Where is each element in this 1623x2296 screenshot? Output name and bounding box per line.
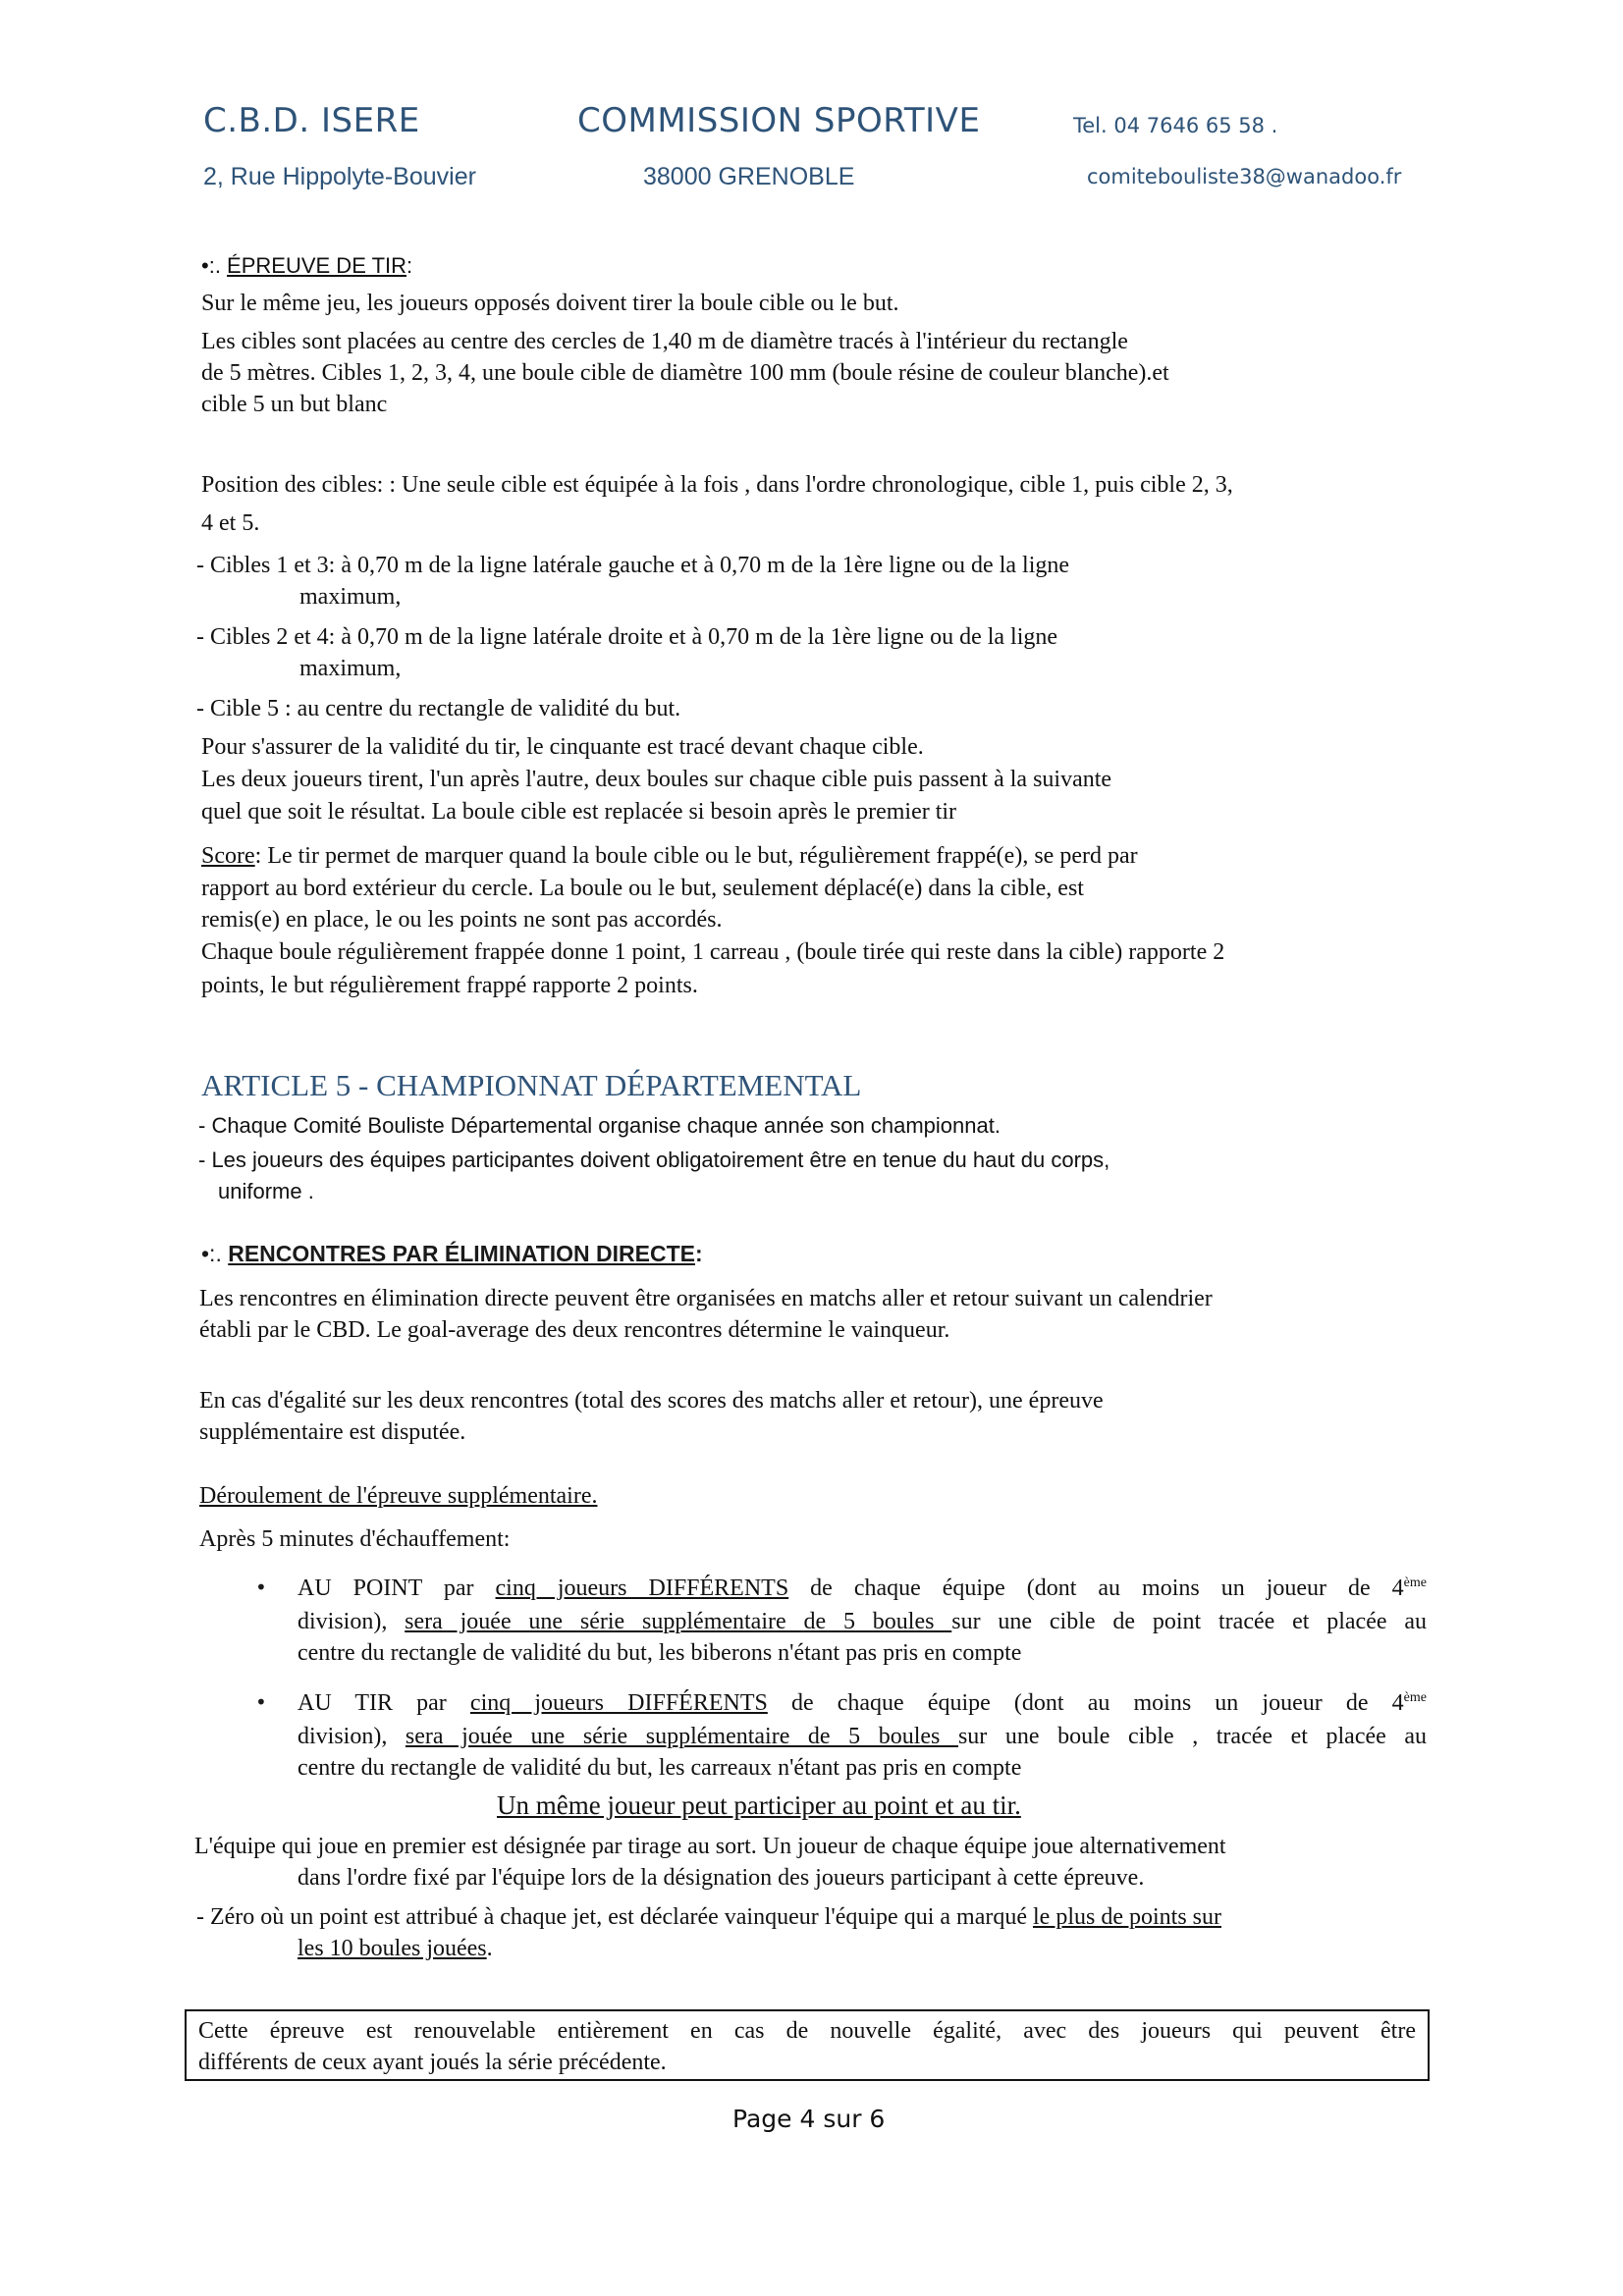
phone-number: Tel. 04 7646 65 58 .: [1073, 114, 1278, 137]
commission-title: COMMISSION SPORTIVE: [577, 101, 981, 140]
boxed-note: [185, 2009, 1430, 2081]
superscript: ème: [1403, 1575, 1427, 1590]
subheading: Déroulement de l'épreuve supplémentaire.: [199, 1483, 598, 1509]
bullet-line: [298, 1573, 1427, 1604]
text: de chaque équipe (dont au moins un joueur de 4: [767, 1690, 1404, 1716]
paragraph: Sur le même jeu, les joueurs opposés doivent tirer la boule cible ou le but.: [201, 291, 899, 316]
title-suffix: :: [695, 1241, 703, 1266]
bullet-icon: •: [255, 1690, 267, 1714]
section-heading: [201, 1241, 703, 1267]
text: .: [486, 1936, 493, 1961]
bullet-icon: •:.: [201, 1241, 229, 1266]
paragraph-line: 4 et 5.: [201, 510, 260, 536]
paragraph-line: Les deux joueurs tirent, l'un après l'autre, deux boules sur chaque cible puis passent à la suivante: [201, 767, 1112, 792]
text: sur une cible de point tracée et placée au: [951, 1609, 1427, 1634]
superscript: ème: [1403, 1690, 1427, 1705]
paragraph-line: Après 5 minutes d'échauffement:: [199, 1526, 511, 1552]
text: - Zéro où un point est attribué à chaque jet, est déclarée vainqueur l'équipe qui a marqué: [196, 1904, 1033, 1930]
text: de chaque équipe (dont au moins un joueur de 4: [788, 1575, 1404, 1601]
paragraph-line: Les rencontres en élimination directe peuvent être organisées en matchs aller et retour suivant un calendrier: [199, 1286, 1213, 1311]
article-heading: ARTICLE 5 - CHAMPIONNAT DÉPARTEMENTAL: [201, 1068, 862, 1102]
title-suffix: :: [406, 253, 413, 278]
paragraph-line: quel que soit le résultat. La boule cible est replacée si besoin après le premier tir: [201, 799, 957, 825]
paragraph-line: En cas d'égalité sur les deux rencontres (total des scores des matchs aller et retour), une épreuve: [199, 1388, 1104, 1414]
bullet-line: [298, 1721, 1427, 1752]
list-item-cont: uniforme .: [218, 1179, 314, 1203]
paragraph-line: [298, 1933, 493, 1964]
paragraph-line: points, le but régulièrement frappé rapporte 2 points.: [201, 973, 698, 998]
box-line: différents de ceux ayant joués la série précédente.: [198, 2050, 667, 2075]
list-item: - Les joueurs des équipes participantes doivent obligatoirement être en tenue du haut du corps,: [198, 1148, 1110, 1172]
paragraph-line: dans l'ordre fixé par l'équipe lors de la désignation des joueurs participant à cette épreuve.: [298, 1865, 1145, 1891]
paragraph-line: [196, 1901, 1221, 1933]
underlined-text: sera jouée une série supplémentaire de 5 boules: [405, 1724, 958, 1749]
list-item: - Cible 5 : au centre du rectangle de validité du but.: [196, 696, 681, 721]
page-number: Page 4 sur 6: [732, 2105, 886, 2133]
section-title: RENCONTRES PAR ÉLIMINATION DIRECTE: [228, 1241, 696, 1266]
list-item-cont: maximum,: [299, 584, 402, 610]
paragraph-line: cible 5 un but blanc: [201, 392, 388, 417]
paragraph-line: Chaque boule régulièrement frappée donne 1 point, 1 carreau , (boule tirée qui reste dans la cible) rapporte 2: [201, 939, 1225, 965]
paragraph-line: Pour s'assurer de la validité du tir, le cinquante est tracé devant chaque cible.: [201, 734, 924, 760]
bullet-line: [298, 1606, 1427, 1637]
mode-label: AU POINT par: [298, 1575, 496, 1601]
list-item: - Cibles 2 et 4: à 0,70 m de la ligne latérale droite et à 0,70 m de la 1ère ligne ou de la ligne: [196, 624, 1058, 650]
paragraph-line: établi par le CBD. Le goal-average des deux rencontres détermine le vainqueur.: [199, 1317, 950, 1343]
paragraph-line: Les cibles sont placées au centre des cercles de 1,40 m de diamètre tracés à l'intérieur du rectangle: [201, 329, 1128, 354]
list-item: - Chaque Comité Bouliste Départemental organise chaque année son championnat.: [198, 1113, 1001, 1138]
box-text: Cette épreuve est renouvelable entièrement en cas de nouvelle égalité, avec des joueurs qui peuvent être: [198, 2018, 1416, 2044]
section-heading: [201, 250, 412, 282]
underlined-text: sera jouée une série supplémentaire de 5 boules: [405, 1609, 952, 1634]
bullet-line: centre du rectangle de validité du but, les biberons n'étant pas pris en compte: [298, 1640, 1022, 1666]
bullet-line: centre du rectangle de validité du but, les carreaux n'étant pas pris en compte: [298, 1755, 1022, 1781]
score-text: : Le tir permet de marquer quand la boule cible ou le but, régulièrement frappé(e), se perd par: [254, 843, 1138, 869]
bullet-line: [298, 1687, 1427, 1719]
bullet-icon: •:.: [201, 253, 228, 278]
paragraph-line: de 5 mètres. Cibles 1, 2, 3, 4, une boule cible de diamètre 100 mm (boule résine de couleur blanche).et: [201, 360, 1169, 386]
paragraph-line: L'équipe qui joue en premier est désignée par tirage au sort. Un joueur de chaque équipe joue alternativement: [194, 1834, 1226, 1859]
city: 38000 GRENOBLE: [643, 163, 855, 190]
underlined-text: cinq joueurs DIFFÉRENTS: [495, 1575, 789, 1601]
underlined-text: cinq joueurs DIFFÉRENTS: [469, 1690, 768, 1716]
list-item-cont: maximum,: [299, 656, 402, 681]
text: sur une boule cible , tracée et placée au: [957, 1724, 1427, 1749]
text: division),: [298, 1609, 406, 1634]
score-label: Score: [201, 843, 255, 869]
underlined-text: le plus de points sur: [1033, 1904, 1221, 1930]
mode-label: AU TIR par: [298, 1690, 470, 1716]
section-title: ÉPREUVE DE TIR: [227, 253, 407, 278]
paragraph-line: supplémentaire est disputée.: [199, 1419, 466, 1445]
score-paragraph-line: [201, 840, 1138, 872]
email-link[interactable]: comitebouliste38@wanadoo.fr: [1087, 165, 1402, 188]
paragraph-line: remis(e) en place, le ou les points ne sont pas accordés.: [201, 907, 723, 933]
box-line: [198, 2015, 1416, 2047]
list-item: - Cibles 1 et 3: à 0,70 m de la ligne latérale gauche et à 0,70 m de la 1ère ligne ou de la ligne: [196, 553, 1070, 578]
text: division),: [298, 1724, 406, 1749]
bullet-icon: •: [255, 1575, 267, 1599]
underlined-text: les 10 boules jouées: [298, 1936, 487, 1961]
centered-note: Un même joueur peut participer au point et au tir.: [497, 1790, 1021, 1820]
street-address: 2, Rue Hippolyte-Bouvier: [203, 163, 476, 190]
paragraph-line: rapport au bord extérieur du cercle. La boule ou le but, seulement déplacé(e) dans la cible, est: [201, 876, 1084, 901]
paragraph-line: Position des cibles: : Une seule cible est équipée à la fois , dans l'ordre chronologique, cible 1, puis cible 2, 3,: [201, 472, 1233, 498]
org-name: C.B.D. ISERE: [203, 101, 420, 140]
